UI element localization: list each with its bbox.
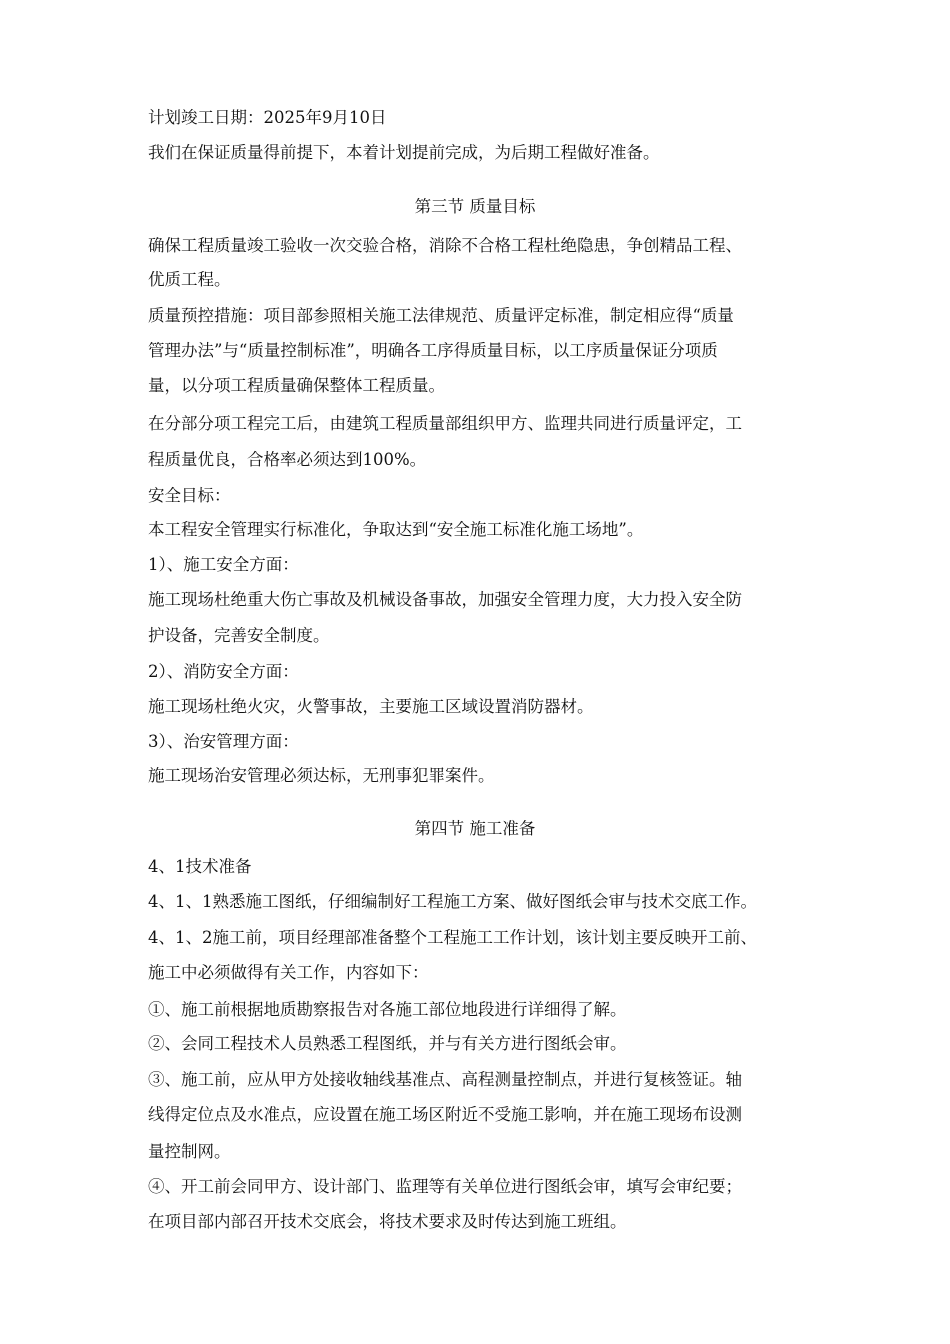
section-heading-quality-goals: 第三节 质量目标 <box>414 197 536 216</box>
paragraph-line: 在分部分项工程完工后，由建筑工程质量部组织甲方、监理共同进行质量评定，工 <box>148 414 742 433</box>
paragraph-line: 优质工程。 <box>148 270 231 289</box>
paragraph-line: 施工现场治安管理必须达标，无刑事犯罪案件。 <box>148 766 495 785</box>
paragraph-line: 确保工程质量竣工验收一次交验合格，消除不合格工程杜绝隐患，争创精品工程、 <box>148 236 742 255</box>
list-item: ④、开工前会同甲方、设计部门、监理等有关单位进行图纸会审，填写会审纪要； <box>148 1177 742 1196</box>
list-item: ③、施工前，应从甲方处接收轴线基准点、高程测量控制点，并进行复核签证。轴 <box>148 1070 742 1089</box>
section-heading-construction-prep: 第四节 施工准备 <box>414 819 536 838</box>
list-item: ①、施工前根据地质勘察报告对各施工部位地段进行详细得了解。 <box>148 1000 627 1019</box>
paragraph-line: 施工现场杜绝重大伤亡事故及机械设备事故，加强安全管理力度，大力投入安全防 <box>148 590 742 609</box>
list-item-heading: 3）、治安管理方面： <box>148 732 299 751</box>
list-item: ②、会同工程技术人员熟悉工程图纸，并与有关方进行图纸会审。 <box>148 1034 627 1053</box>
paragraph-line: 程质量优良，合格率必须达到100%。 <box>148 450 427 469</box>
completion-date-line: 计划竣工日期：2025年9月10日 <box>148 108 387 127</box>
list-item-heading: 2）、消防安全方面： <box>148 662 299 681</box>
paragraph-line: 在项目部内部召开技术交底会，将技术要求及时传达到施工班组。 <box>148 1212 627 1231</box>
paragraph-line: 我们在保证质量得前提下，本着计划提前完成，为后期工程做好准备。 <box>148 143 660 162</box>
paragraph-line: 施工中必须做得有关工作，内容如下： <box>148 963 429 982</box>
paragraph-line: 护设备，完善安全制度。 <box>148 626 330 645</box>
paragraph-line: 量，以分项工程质量确保整体工程质量。 <box>148 376 445 395</box>
paragraph-line: 施工现场杜绝火灾，火警事故，主要施工区域设置消防器材。 <box>148 697 594 716</box>
list-item-heading: 1）、施工安全方面： <box>148 555 299 574</box>
paragraph-line: 管理办法”与“质量控制标准”，明确各工序得质量目标，以工序质量保证分项质 <box>148 341 718 360</box>
subsection-heading: 4、1技术准备 <box>148 857 252 876</box>
paragraph-line: 质量预控措施：项目部参照相关施工法律规范、质量评定标准，制定相应得“质量 <box>148 306 734 325</box>
paragraph-line: 线得定位点及水准点，应设置在施工场区附近不受施工影响，并在施工现场布设测 <box>148 1105 742 1124</box>
paragraph-line: 本工程安全管理实行标准化，争取达到“安全施工标准化施工场地”。 <box>148 520 644 539</box>
subheading-safety-goals: 安全目标： <box>148 486 231 505</box>
paragraph-line: 量控制网。 <box>148 1142 231 1161</box>
paragraph-line: 4、1、1熟悉施工图纸，仔细编制好工程施工方案、做好图纸会审与技术交底工作。 <box>148 892 757 911</box>
paragraph-line: 4、1、2施工前，项目经理部准备整个工程施工工作计划，该计划主要反映开工前、 <box>148 928 757 947</box>
